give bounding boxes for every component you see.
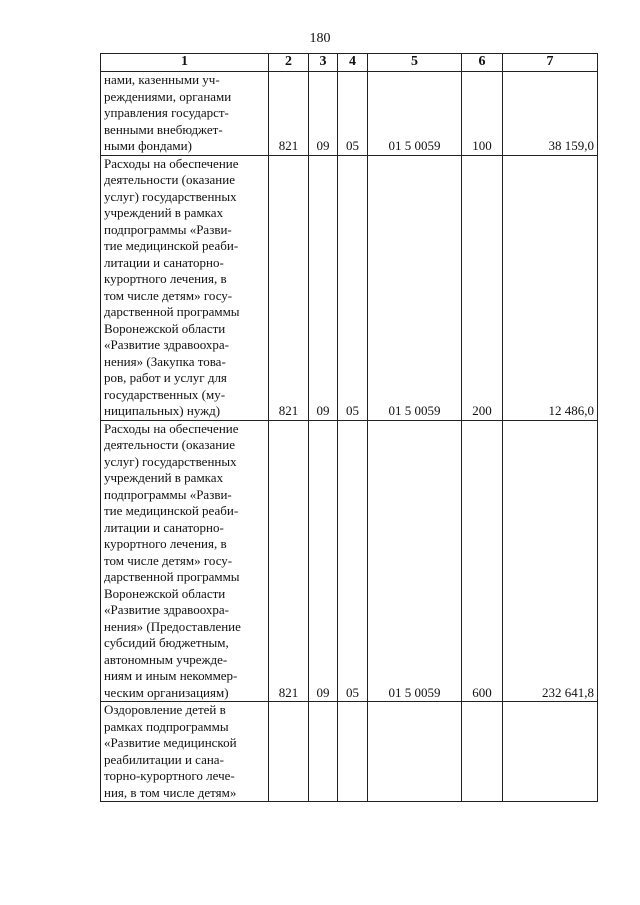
expense-type-code: 600 xyxy=(462,420,503,702)
ministry-code: 821 xyxy=(269,155,309,420)
ministry-code: 821 xyxy=(269,72,309,156)
page-number: 180 xyxy=(309,31,331,46)
header-col-3: 3 xyxy=(309,54,338,72)
row-description xyxy=(101,155,269,420)
description-line: нения» (Предоставление xyxy=(104,618,241,634)
description-line: Расходы на обеспечение xyxy=(104,155,239,171)
description-line: государственных (му- xyxy=(104,386,226,402)
description-line: ческим организациям) xyxy=(104,684,229,700)
description-line: услуг) государственных xyxy=(104,188,237,204)
budget-table xyxy=(100,53,598,802)
ministry-code xyxy=(269,702,309,802)
description-line: «Развитие здравоохра- xyxy=(104,337,229,352)
description-line: подпрограммы «Разви- xyxy=(104,221,232,237)
table-row xyxy=(101,702,598,802)
description-line: услуг) государственных xyxy=(104,453,237,469)
description-line: деятельности (оказание xyxy=(104,437,235,452)
header-col-2: 2 xyxy=(269,54,309,72)
description-line: ния, в том числе детям» xyxy=(104,784,237,800)
header-row xyxy=(101,54,598,72)
target-item-code: 01 5 0059 xyxy=(368,420,462,702)
header-col-1: 1 xyxy=(101,54,269,72)
ministry-code: 821 xyxy=(269,420,309,702)
subsection-code: 05 xyxy=(338,155,368,420)
description-line: рамках подпрограммы xyxy=(104,718,229,734)
header-col-4: 4 xyxy=(338,54,368,72)
header-col-5: 5 xyxy=(368,54,462,72)
amount: 12 486,0 xyxy=(503,155,598,420)
description-line: том числе детям» госу- xyxy=(104,287,233,303)
description-line: автономным учрежде- xyxy=(104,651,228,667)
description-line: «Развитие медицинской xyxy=(104,735,237,750)
amount xyxy=(503,702,598,802)
row-description xyxy=(101,702,269,802)
description-line: управления государст- xyxy=(104,105,229,120)
description-line: учреждений в рамках xyxy=(104,205,224,220)
description-line: курортного лечения, в xyxy=(104,536,227,551)
expense-type-code: 100 xyxy=(462,72,503,156)
description-line: ниципальных) нужд) xyxy=(104,403,221,418)
description-line: дарственной программы xyxy=(104,569,240,584)
header-col-7: 7 xyxy=(503,54,598,72)
description-line: торно-курортного лече- xyxy=(104,768,235,783)
description-line: дарственной программы xyxy=(104,304,240,319)
description-line: ниям и иным некоммер- xyxy=(104,668,238,683)
expense-type-code: 200 xyxy=(462,155,503,420)
description-line: ров, работ и услуг для xyxy=(104,370,227,385)
section-code: 09 xyxy=(309,155,338,420)
description-line: курортного лечения, в xyxy=(104,271,227,286)
table-row xyxy=(101,155,598,420)
description-line: реабилитации и сана- xyxy=(104,751,224,767)
subsection-code xyxy=(338,702,368,802)
row-description xyxy=(101,420,269,702)
header-col-6: 6 xyxy=(462,54,503,72)
description-line: том числе детям» госу- xyxy=(104,552,233,568)
amount: 38 159,0 xyxy=(503,72,598,156)
table-row xyxy=(101,420,598,702)
target-item-code: 01 5 0059 xyxy=(368,155,462,420)
amount: 232 641,8 xyxy=(503,420,598,702)
description-line: реждениями, органами xyxy=(104,88,232,104)
section-code xyxy=(309,702,338,802)
target-item-code: 01 5 0059 xyxy=(368,72,462,156)
description-line: литации и санаторно- xyxy=(104,254,224,270)
description-line: субсидий бюджетным, xyxy=(104,635,229,650)
description-line: тие медицинской реаби- xyxy=(104,238,239,253)
description-line: нения» (Закупка това- xyxy=(104,353,226,369)
description-line: «Развитие здравоохра- xyxy=(104,602,229,617)
description-line: Оздоровление детей в xyxy=(104,702,226,717)
description-line: деятельности (оказание xyxy=(104,172,235,187)
description-line: ными фондами) xyxy=(104,138,192,153)
description-line: Расходы на обеспечение xyxy=(104,420,239,436)
description-line: литации и санаторно- xyxy=(104,519,224,535)
target-item-code xyxy=(368,702,462,802)
section-code: 09 xyxy=(309,72,338,156)
description-line: тие медицинской реаби- xyxy=(104,503,239,518)
description-line: нами, казенными уч- xyxy=(104,72,220,87)
subsection-code: 05 xyxy=(338,420,368,702)
row-description xyxy=(101,72,269,156)
description-line: учреждений в рамках xyxy=(104,470,224,485)
description-line: венными внебюджет- xyxy=(104,121,223,137)
subsection-code: 05 xyxy=(338,72,368,156)
section-code: 09 xyxy=(309,420,338,702)
table-row xyxy=(101,72,598,156)
expense-type-code xyxy=(462,702,503,802)
description-line: подпрограммы «Разви- xyxy=(104,486,232,502)
description-line: Воронежской области xyxy=(104,585,226,601)
description-line: Воронежской области xyxy=(104,320,226,336)
